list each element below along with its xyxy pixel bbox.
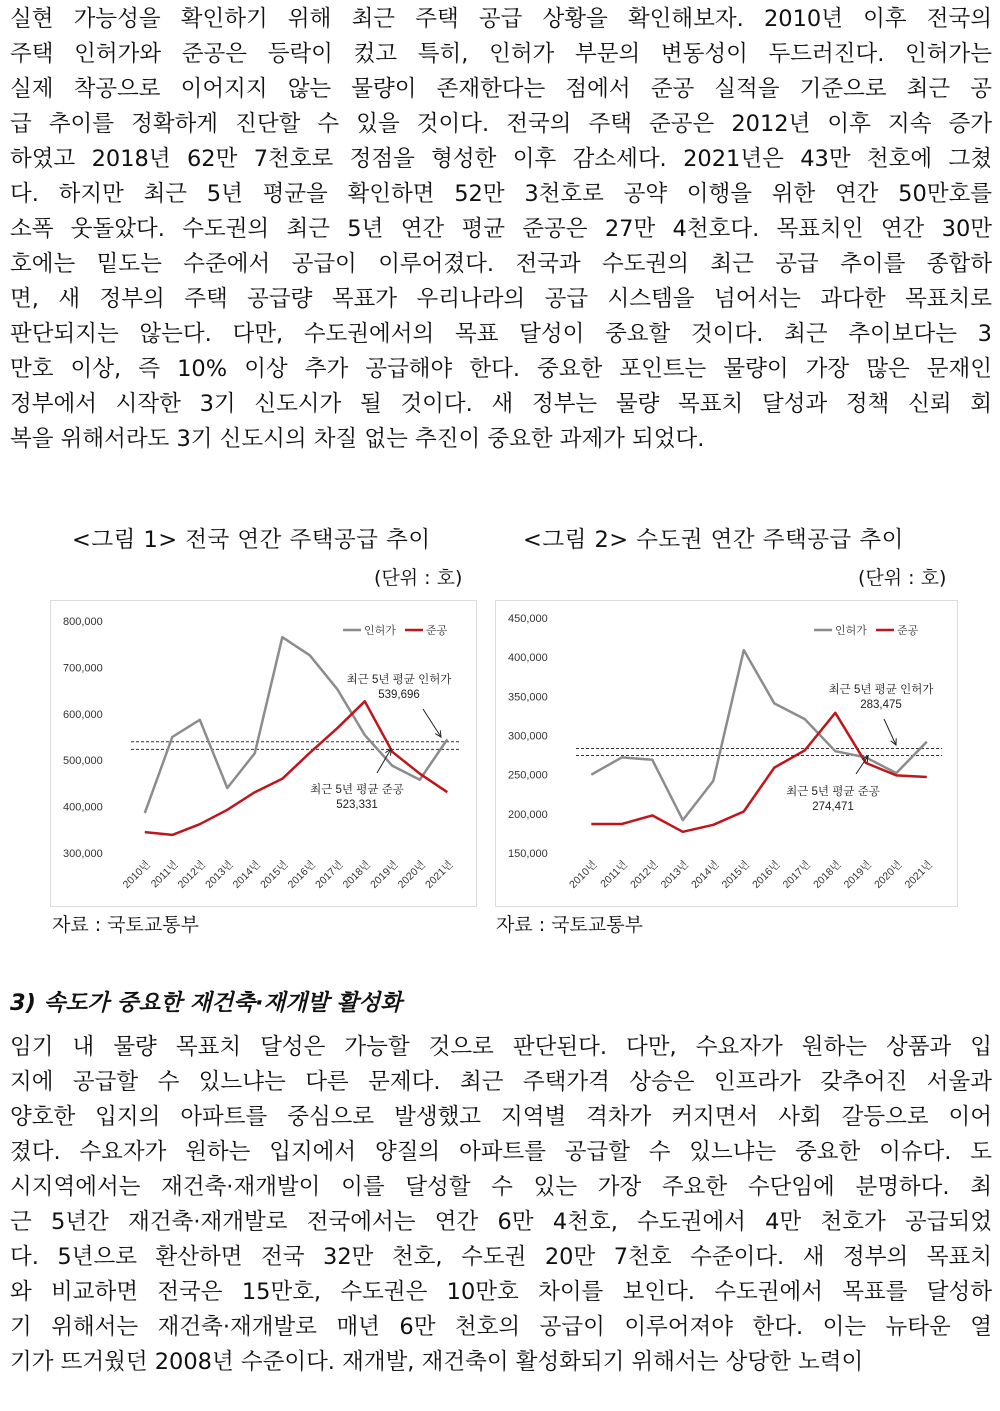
y-tick-label: 500,000 <box>63 755 103 768</box>
section-title: 3) 속도가 중요한 재건축·재개발 활성화 <box>10 990 402 1016</box>
text-line: 근 5년간 재건축·재개발로 전국에서는 연간 6만 4천호, 수도권에서 4만 천호가 공급되었 <box>10 1209 992 1235</box>
text-line: 시지역에서는 재건축·재개발이 이를 달성할 수 있는 가장 주요한 수단임에 분명하다. 최 <box>10 1174 992 1200</box>
chart-1-national-supply <box>51 601 476 906</box>
text-line: 소폭 웃돌았다. 수도권의 최근 5년 연간 평균 준공은 27만 4천호다. 목표치인 연간 30만 <box>10 216 992 242</box>
legend-label: 준공 <box>897 625 919 637</box>
x-tick-label: 2012년 <box>628 858 661 891</box>
annotation-label: 최근 5년 평균 인허가 <box>346 674 452 686</box>
text-line: 주택 인허가와 준공은 등락이 컸고 특히, 인허가 부문의 변동성이 두드러진다. 인허가는 <box>10 41 992 67</box>
y-tick-label: 450,000 <box>508 613 548 625</box>
chart-2-capital-region-supply <box>496 601 957 906</box>
y-tick-label: 600,000 <box>63 708 103 721</box>
x-tick-label: 2016년 <box>750 858 783 891</box>
x-tick-label: 2010년 <box>120 858 153 891</box>
legend-label: 인허가 <box>364 625 396 637</box>
y-tick-label: 700,000 <box>63 662 103 675</box>
text-line: 기 위해서는 재건축·재개발로 매년 6만 천호의 공급이 이루어져야 한다. 이는 뉴타운 열 <box>10 1314 992 1340</box>
figure-1-unit: (단위 : 호) <box>374 567 463 589</box>
y-tick-label: 350,000 <box>508 691 548 704</box>
x-tick-label: 2017년 <box>780 858 813 891</box>
x-tick-label: 2013년 <box>203 858 236 891</box>
x-tick-label: 2016년 <box>285 858 318 891</box>
legend-label: 준공 <box>426 625 448 637</box>
figure-1-source: 자료 : 국토교통부 <box>52 914 199 936</box>
series-line-completions <box>591 713 927 832</box>
text-line: 호에는 밑도는 수준에서 공급이 이루어졌다. 전국과 수도권의 최근 공급 추이를 종합하 <box>10 251 992 277</box>
annotation-label: 최근 5년 평균 인허가 <box>828 684 934 696</box>
x-tick-label: 2013년 <box>658 858 691 891</box>
legend-label: 인허가 <box>835 625 867 637</box>
arrowhead-icon <box>435 730 441 737</box>
figure-2-caption: <그림 2> 수도권 연간 주택공급 추이 <box>523 527 904 553</box>
paragraph-1 <box>10 2 992 457</box>
text-line: 만호 이상, 즉 10% 이상 추가 공급해야 한다. 중요한 포인트는 물량이 가장 많은 문재인 <box>10 356 992 382</box>
text-line: 복을 위해서라도 3기 신도시의 차질 없는 추진이 중요한 과제가 되었다. <box>10 426 705 452</box>
x-tick-label: 2011년 <box>598 858 630 891</box>
chart-1-frame <box>50 600 477 907</box>
annotation-arrow <box>423 709 441 737</box>
y-tick-label: 200,000 <box>508 808 548 821</box>
x-tick-label: 2015년 <box>258 858 291 891</box>
x-tick-label: 2018년 <box>811 858 844 891</box>
annotation-label: 최근 5년 평균 준공 <box>786 786 880 798</box>
x-tick-label: 2021년 <box>902 858 935 891</box>
annotation-value: 539,696 <box>378 689 420 701</box>
figure-2-unit: (단위 : 호) <box>858 567 947 589</box>
annotation-value: 523,331 <box>336 799 378 811</box>
x-tick-label: 2019년 <box>368 858 401 891</box>
text-line: 면, 새 정부의 주택 공급량 목표가 우리나라의 공급 시스템을 넘어서는 과다한 목표치로 <box>10 286 992 312</box>
annotation-arrow <box>884 719 896 745</box>
x-tick-label: 2020년 <box>872 858 905 891</box>
x-tick-label: 2010년 <box>567 858 600 891</box>
chart-2-frame <box>495 600 958 907</box>
text-line: 임기 내 물량 목표치 달성은 가능할 것으로 판단된다. 다만, 수요자가 원하는 상품과 입 <box>10 1034 992 1060</box>
paragraph-2 <box>10 1030 992 1380</box>
y-tick-label: 800,000 <box>63 616 103 628</box>
figure-2-source: 자료 : 국토교통부 <box>496 914 643 936</box>
text-line: 실현 가능성을 확인하기 위해 최근 주택 공급 상황을 확인해보자. 2010년 이후 전국의 <box>10 6 992 32</box>
x-tick-label: 2017년 <box>313 858 346 891</box>
y-tick-label: 250,000 <box>508 769 548 782</box>
y-tick-label: 300,000 <box>63 848 103 860</box>
text-line: 다. 5년으로 환산하면 전국 32만 천호, 수도권 20만 7천호 수준이다. 새 정부의 목표치 <box>10 1244 992 1270</box>
text-line: 판단되지는 않는다. 다만, 수도권에서의 목표 달성이 중요할 것이다. 최근 추이보다는 3 <box>10 321 992 347</box>
x-tick-label: 2014년 <box>689 858 722 891</box>
x-tick-label: 2014년 <box>230 858 263 891</box>
x-tick-label: 2021년 <box>423 858 456 891</box>
y-tick-label: 300,000 <box>508 730 548 743</box>
text-line: 실제 착공으로 이어지지 않는 물량이 존재한다는 점에서 준공 실적을 기준으로 최근 공 <box>10 76 992 102</box>
text-line: 다. 하지만 최근 5년 평균을 확인하면 52만 3천호로 공약 이행을 위한 연간 50만호를 <box>10 181 992 207</box>
y-tick-label: 400,000 <box>63 801 103 814</box>
text-line: 정부에서 시작한 3기 신도시가 될 것이다. 새 정부는 물량 목표치 달성과 정책 신뢰 회 <box>10 391 992 417</box>
figure-1-caption: <그림 1> 전국 연간 주택공급 추이 <box>72 527 431 553</box>
annotation-value: 283,475 <box>860 699 902 711</box>
text-line: 양호한 입지의 아파트를 중심으로 발생했고 지역별 격차가 커지면서 사회 갈등으로 이어 <box>10 1104 992 1130</box>
y-tick-label: 400,000 <box>508 652 548 665</box>
annotation-label: 최근 5년 평균 준공 <box>310 784 404 796</box>
text-line: 와 비교하면 전국은 15만호, 수도권은 10만호 차이를 보인다. 수도권에서 목표를 달성하 <box>10 1279 992 1305</box>
x-tick-label: 2011년 <box>148 858 181 891</box>
text-line: 졌다. 수요자가 원하는 입지에서 양질의 아파트를 공급할 수 있느냐는 중요한 이슈다. 도 <box>10 1139 992 1165</box>
text-line: 하였고 2018년 62만 7천호로 정점을 형성한 이후 감소세다. 2021년은 43만 천호에 그쳤 <box>10 146 992 172</box>
text-line: 기가 뜨거웠던 2008년 수준이다. 재개발, 재건축이 활성화되기 위해서는 상당한 노력이 <box>10 1349 864 1375</box>
annotation-value: 274,471 <box>812 801 854 813</box>
text-line: 급 추이를 정확하게 진단할 수 있을 것이다. 전국의 주택 준공은 2012년 이후 지속 증가 <box>10 111 992 137</box>
x-tick-label: 2020년 <box>395 858 428 891</box>
x-tick-label: 2012년 <box>175 858 208 891</box>
text-line: 지에 공급할 수 있느냐는 다른 문제다. 최근 주택가격 상승은 인프라가 갖추어진 서울과 <box>10 1069 992 1095</box>
x-tick-label: 2018년 <box>340 858 373 891</box>
x-tick-label: 2019년 <box>841 858 874 891</box>
y-tick-label: 150,000 <box>508 848 548 860</box>
x-tick-label: 2015년 <box>719 858 752 891</box>
series-line-completions <box>145 701 448 835</box>
